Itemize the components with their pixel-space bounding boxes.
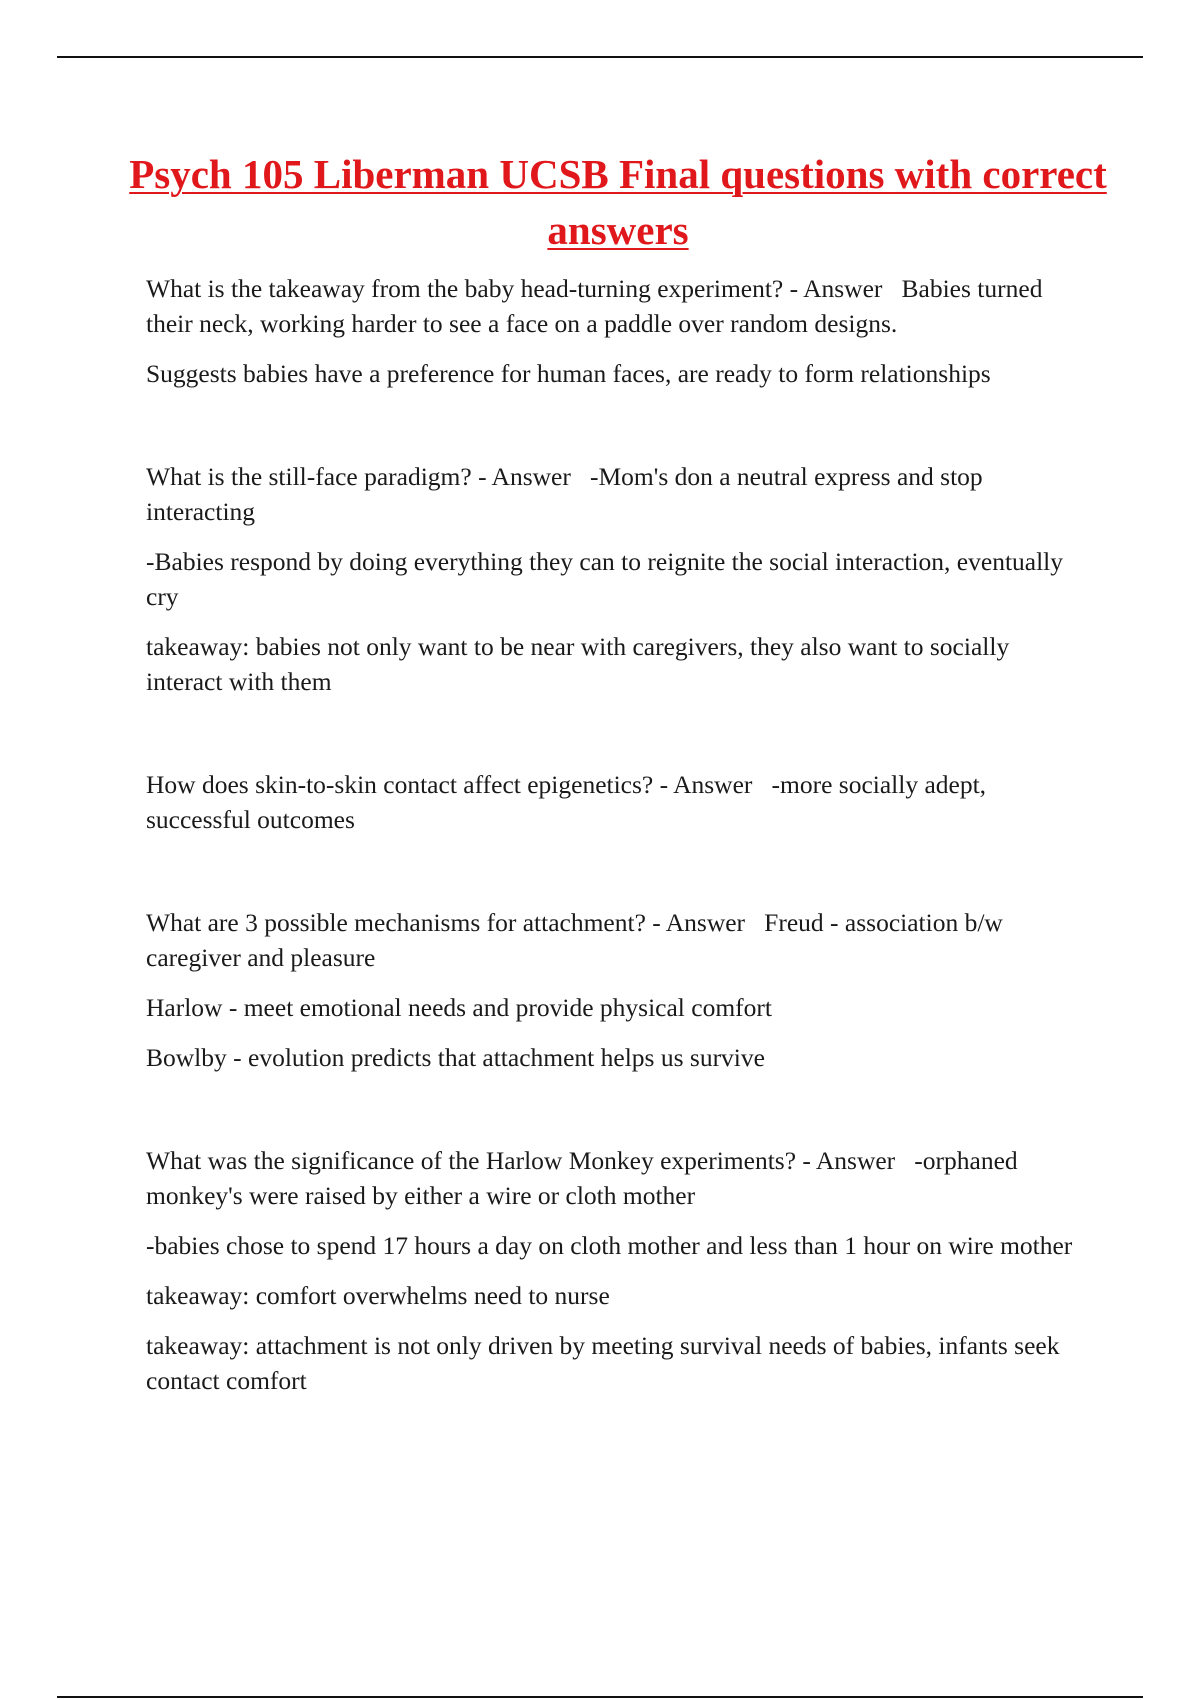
qa-block bbox=[146, 1143, 1091, 1398]
answer-paragraph: Bowlby - evolution predicts that attachment helps us survive bbox=[146, 1043, 765, 1072]
answer-paragraph: Suggests babies have a preference for human faces, are ready to form relationships bbox=[146, 359, 991, 388]
qa-block bbox=[146, 905, 1091, 1075]
answer-paragraph: -babies chose to spend 17 hours a day on cloth mother and less than 1 hour on wire mother bbox=[146, 1231, 1073, 1260]
document-title: Psych 105 Liberman UCSB Final questions with correct answers bbox=[129, 151, 1107, 253]
answer-paragraph: takeaway: babies not only want to be near with caregivers, they also want to socially interact with them bbox=[146, 632, 1010, 696]
answer-paragraph: -Babies respond by doing everything they can to reignite the social interaction, eventually cry bbox=[146, 547, 1064, 611]
block-spacer bbox=[146, 714, 1091, 767]
document-body bbox=[146, 271, 1091, 1413]
block-spacer bbox=[146, 852, 1091, 905]
qa-block bbox=[146, 767, 1091, 837]
header-rule bbox=[57, 56, 1143, 58]
qa-block bbox=[146, 271, 1091, 391]
block-spacer bbox=[146, 1090, 1091, 1143]
answer-paragraph: takeaway: comfort overwhelms need to nurse bbox=[146, 1281, 610, 1310]
question-paragraph: What are 3 possible mechanisms for attachment? - Answer Freud - association b/w caregiver and pleasure bbox=[146, 908, 1003, 972]
question-paragraph: What is the takeaway from the baby head-turning experiment? - Answer Babies turned their neck, working harder to see a face on a paddle over random designs. bbox=[146, 274, 1043, 338]
question-paragraph: What is the still-face paradigm? - Answer -Mom's don a neutral express and stop interacting bbox=[146, 462, 983, 526]
block-spacer bbox=[146, 406, 1091, 459]
answer-paragraph: Harlow - meet emotional needs and provide physical comfort bbox=[146, 993, 772, 1022]
question-paragraph: How does skin-to-skin contact affect epigenetics? - Answer -more socially adept, successful outcomes bbox=[146, 770, 987, 834]
question-paragraph: What was the significance of the Harlow Monkey experiments? - Answer -orphaned monkey's were raised by either a wire or cloth mother bbox=[146, 1146, 1018, 1210]
qa-block bbox=[146, 459, 1091, 699]
answer-paragraph: takeaway: attachment is not only driven by meeting survival needs of babies, infants seek contact comfort bbox=[146, 1331, 1060, 1395]
footer-rule bbox=[57, 1696, 1143, 1698]
